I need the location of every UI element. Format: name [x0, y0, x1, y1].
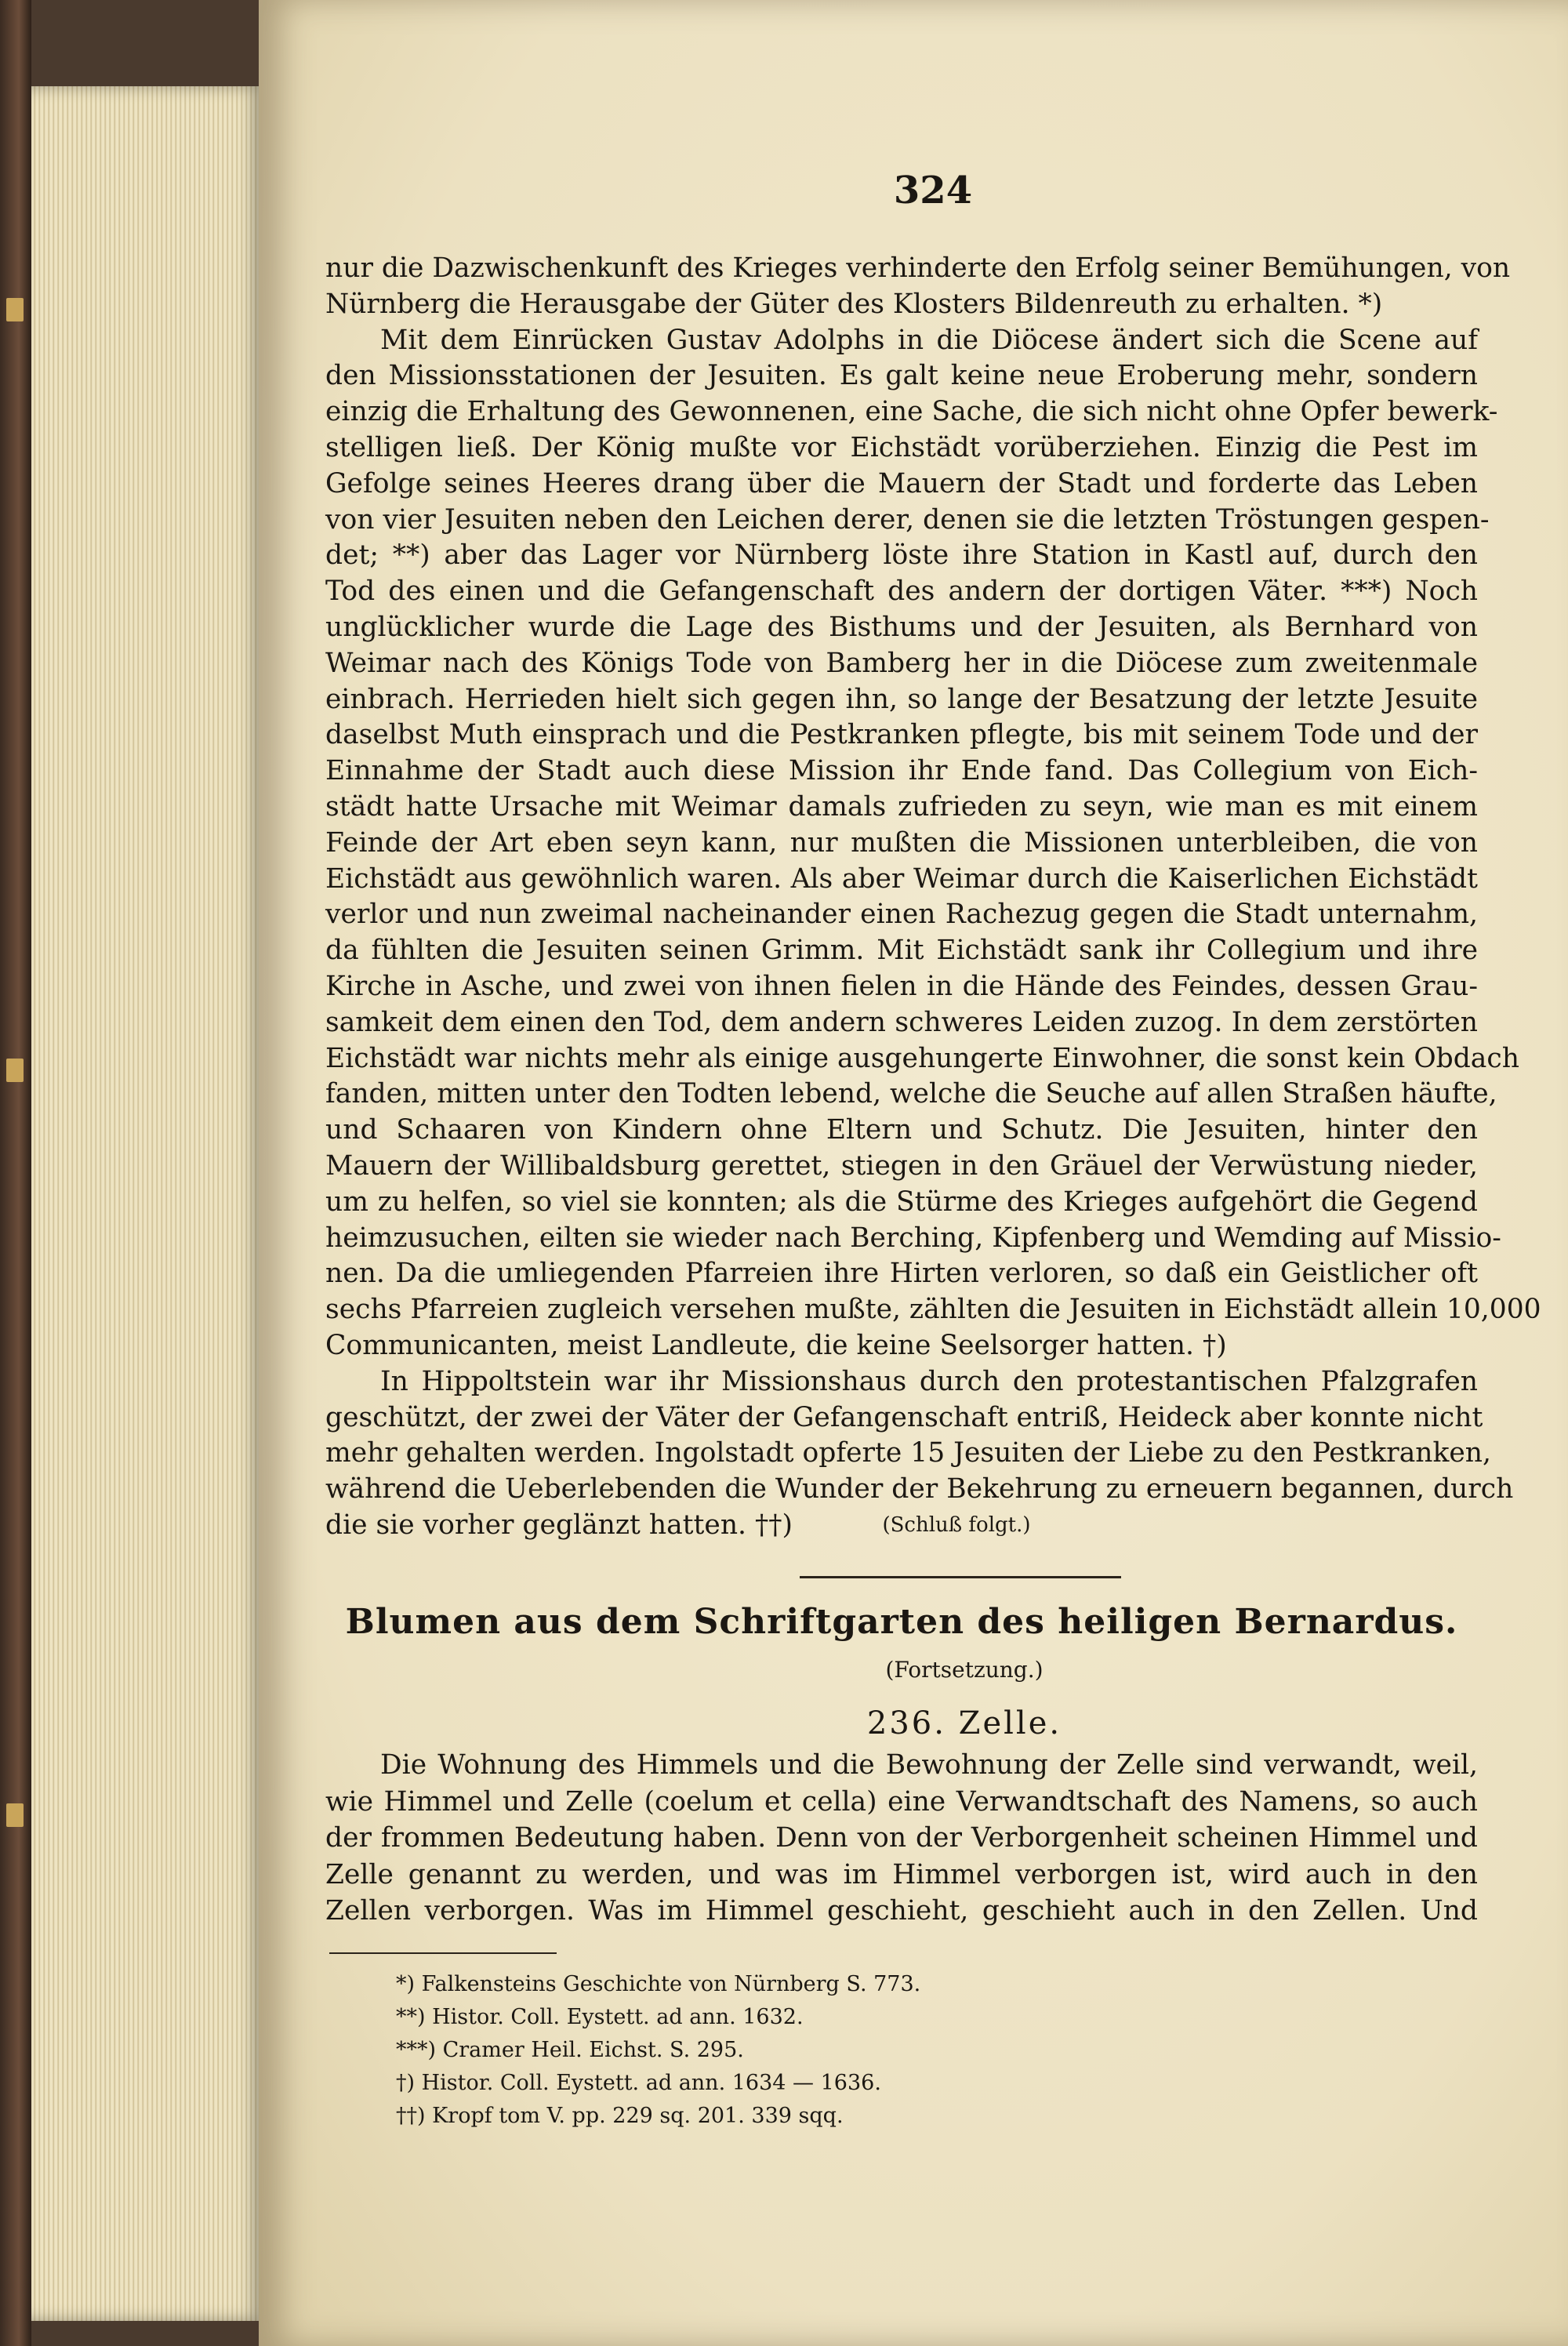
text-line: Einnahme der Stadt auch diese Mission ihr Ende fand. Das Collegium von Eich- — [325, 755, 1478, 787]
text-line: einzig die Erhaltung des Gewonnenen, eine Sache, die sich nicht ohne Opfer bewerk- — [325, 396, 1498, 428]
page-edges — [31, 86, 267, 2321]
text-line: Nürnberg die Herausgabe der Güter des Klosters Bildenreuth zu erhalten. *) — [325, 288, 1383, 320]
footnote: †) Histor. Coll. Eystett. ad ann. 1634 — 1636. — [396, 2071, 881, 2095]
to-be-continued-note: (Schluß folgt.) — [882, 1513, 1031, 1537]
text-line: det; **) aber das Lager vor Nürnberg löste ihre Station in Kastl auf, durch den — [325, 539, 1478, 572]
book-cover — [0, 0, 31, 2346]
footnotes — [396, 1968, 1258, 2133]
text-line: städt hatte Ursache mit Weimar damals zufrieden zu seyn, wie man es mit einem — [325, 790, 1478, 823]
text-line: daselbst Muth einsprach und die Pestkranken pflegte, bis mit seinem Tode und der — [325, 719, 1478, 751]
text-line: Zelle genannt zu werden, und was im Himmel verborgen ist, wird auch in den — [325, 1858, 1478, 1890]
text-line: der frommen Bedeutung haben. Denn von der Verborgenheit scheinen Himmel und — [325, 1822, 1478, 1854]
text-line: Communicanten, meist Landleute, die keine Seelsorger hatten. †) — [325, 1329, 1227, 1361]
text-line: einbrach. Herrieden hielt sich gegen ihn, so lange der Besatzung der letzte Jesuite — [325, 683, 1478, 715]
text-line: Eichstädt aus gewöhnlich waren. Als aber Weimar durch die Kaiserlichen Eichstädt — [325, 862, 1478, 895]
text-line: nur die Dazwischenkunft des Krieges verhinderte den Erfolg seiner Bemühungen, von — [325, 252, 1511, 284]
continuation-note: (Fortsetzung.) — [885, 1657, 1044, 1683]
spine-decoration — [6, 1803, 24, 1827]
text-line: samkeit dem einen den Tod, dem andern schweres Leiden zuzog. In dem zerstörten — [325, 1006, 1478, 1038]
text-line: von vier Jesuiten neben den Leichen derer, denen sie die letzten Tröstungen gespen- — [325, 503, 1490, 536]
text-line: Weimar nach des Königs Tode von Bamberg her in die Diöcese zum zweitenmale — [325, 647, 1478, 679]
spine-decoration — [6, 1059, 24, 1082]
footnote: *) Falkensteins Geschichte von Nürnberg S. 773. — [396, 1972, 921, 1996]
text-line: während die Ueberlebenden die Wunder der Bekehrung zu erneuern begannen, durch — [325, 1473, 1514, 1505]
text-line: fanden, mitten unter den Todten lebend, welche die Seuche auf allen Straßen häufte, — [325, 1078, 1497, 1110]
text-line: mehr gehalten werden. Ingolstadt opferte 15 Jesuiten der Liebe zu den Pestkranken, — [325, 1437, 1491, 1469]
text-line: geschützt, der zwei der Väter der Gefangenschaft entriß, Heideck aber konnte nicht — [325, 1401, 1483, 1433]
spine-decoration — [6, 298, 24, 321]
text-line: unglücklicher wurde die Lage des Bisthums und der Jesuiten, als Bernhard von — [325, 611, 1478, 643]
text-line: da fühlten die Jesuiten seinen Grimm. Mit Eichstädt sank ihr Collegium und ihre — [325, 935, 1478, 967]
text-line: Zellen verborgen. Was im Himmel geschieht, geschieht auch in den Zellen. Und — [325, 1895, 1478, 1927]
text-line: um zu helfen, so viel sie konnten; als die Stürme des Krieges aufgehört die Gegend — [325, 1186, 1478, 1218]
text-line: Die Wohnung des Himmels und die Bewohnung der Zelle sind verwandt, weil, — [380, 1749, 1478, 1781]
body-text — [325, 251, 1541, 1544]
text-line: stelligen ließ. Der König mußte vor Eichstädt vorüberziehen. Einzig die Pest im — [325, 431, 1478, 463]
text-line: Kirche in Asche, und zwei von ihnen fielen in die Hände des Feindes, dessen Grau- — [325, 970, 1478, 1002]
text-line: heimzusuchen, eilten sie wieder nach Berching, Kipfenberg und Wemding auf Missio- — [325, 1222, 1501, 1254]
text-line: Feinde der Art eben seyn kann, nur mußten die Missionen unterbleiben, die von — [325, 826, 1478, 859]
section-divider — [800, 1576, 1121, 1578]
text-line: wie Himmel und Zelle (coelum et cella) eine Verwandtschaft des Namens, so auch — [325, 1785, 1478, 1818]
text-line: und Schaaren von Kindern ohne Eltern und Schutz. Die Jesuiten, hinter den — [325, 1114, 1478, 1146]
text-line: Mauern der Willibaldsburg gerettet, stiegen in den Gräuel der Verwüstung nieder, — [325, 1149, 1478, 1182]
text-line: In Hippoltstein war ihr Missionshaus durch den protestantischen Pfalzgrafen — [380, 1365, 1478, 1397]
footnote: ***) Cramer Heil. Eichst. S. 295. — [396, 2038, 744, 2062]
text-line: Eichstädt war nichts mehr als einige ausgehungerte Einwohner, die sonst kein Obdach — [325, 1042, 1519, 1074]
entry-body — [325, 1747, 1478, 1930]
entry-heading: 236. Zelle. — [866, 1705, 1062, 1741]
footnote: **) Histor. Coll. Eystett. ad ann. 1632. — [396, 2005, 804, 2029]
page-number: 324 — [893, 169, 973, 212]
text-line: Mit dem Einrücken Gustav Adolphs in die Diöcese ändert sich die Scene auf — [380, 324, 1478, 356]
text-line: Gefolge seines Heeres drang über die Mauern der Stadt und forderte das Leben — [325, 467, 1478, 499]
text-line: nen. Da die umliegenden Pfarreien ihre Hirten verloren, so daß ein Geistlicher oft — [325, 1258, 1478, 1290]
text-line: Tod des einen und die Gefangenschaft des andern der dortigen Väter. ***) Noch — [325, 576, 1478, 608]
text-line: die sie vorher geglänzt hatten. ††) — [325, 1509, 793, 1541]
text-line: verlor und nun zweimal nacheinander einen Rachezug gegen die Stadt unternahm, — [325, 899, 1478, 931]
text-line: sechs Pfarreien zugleich versehen mußte, zählten die Jesuiten in Eichstädt allein 10,000 — [325, 1294, 1541, 1326]
footnote-divider — [329, 1952, 557, 1954]
book-page — [259, 0, 1568, 2346]
text-line: den Missionsstationen der Jesuiten. Es galt keine neue Eroberung mehr, sondern — [325, 360, 1478, 392]
section-title: Blumen aus dem Schriftgarten des heiligen Bernardus. — [345, 1602, 1458, 1642]
footnote: ††) Kropf tom V. pp. 229 sq. 201. 339 sqq. — [396, 2104, 844, 2128]
